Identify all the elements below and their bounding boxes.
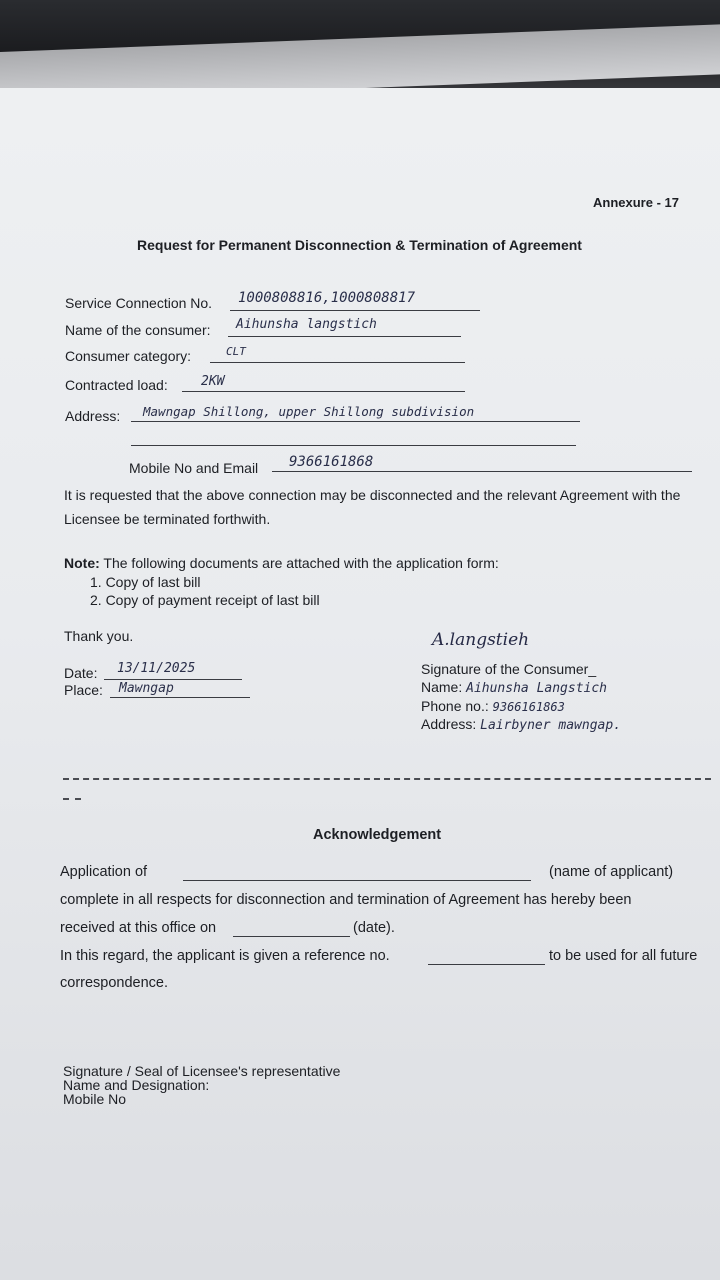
ack-received: received at this office on	[60, 920, 217, 936]
ack-date-suffix: (date).	[353, 920, 395, 936]
ack-future: to be used for all future	[549, 948, 698, 964]
address-line-1	[131, 421, 580, 422]
consumer-name-value: Aihunsha langstich	[236, 317, 377, 332]
address-label: Address:	[65, 408, 121, 424]
mobile-email-value: 9366161868	[289, 454, 374, 470]
licensee-signature-label: Signature / Seal of Licensee's representative	[63, 1063, 341, 1079]
address-line-2	[131, 445, 576, 446]
service-connection-value: 1000808816,1000808817	[238, 290, 416, 306]
date-value: 13/11/2025	[117, 661, 196, 676]
consumer-phone-label: Phone no.:	[421, 698, 489, 714]
consumer-phone-value: 9366161863	[492, 700, 565, 714]
note-item-2: 2. Copy of payment receipt of last bill	[90, 592, 320, 608]
note-item-1: 1. Copy of last bill	[90, 574, 201, 590]
consumer-name-row	[421, 679, 607, 696]
thank-you: Thank you.	[64, 628, 134, 644]
date-label: Date:	[64, 665, 98, 681]
ack-applicant-line	[183, 880, 531, 881]
place-value: Mawngap	[119, 681, 174, 696]
consumer-category-value: CLT	[226, 345, 246, 358]
mobile-email-label: Mobile No and Email	[129, 460, 259, 476]
ack-correspondence: correspondence.	[60, 975, 169, 991]
ack-date-line	[233, 936, 350, 937]
document-title: Request for Permanent Disconnection & Termination of Agreement	[137, 237, 582, 253]
document-page	[0, 88, 720, 1280]
note-block	[64, 555, 499, 571]
service-connection-label: Service Connection No.	[65, 295, 213, 311]
place-label: Place:	[64, 682, 103, 698]
consumer-address-label: Address:	[421, 716, 477, 732]
ack-application-of: Application of	[60, 864, 148, 880]
consumer-name-row-value: Aihunsha Langstich	[466, 681, 608, 696]
date-line	[104, 679, 242, 680]
signature-of-consumer-label: Signature of the Consumer_	[421, 661, 597, 677]
licensee-mobile: Mobile No	[63, 1091, 127, 1107]
consumer-category-line	[210, 362, 465, 363]
ack-regard: In this regard, the applicant is given a reference no.	[60, 948, 390, 964]
consumer-signature: A.langstieh	[432, 630, 530, 650]
consumer-name-label: Name of the consumer:	[65, 322, 211, 338]
contracted-load-line	[182, 391, 465, 392]
note-text: The following documents are attached with the application form:	[103, 555, 499, 571]
ack-name-of-applicant: (name of applicant)	[549, 864, 674, 880]
consumer-name-line	[228, 336, 461, 337]
consumer-category-label: Consumer category:	[65, 348, 192, 364]
ack-line-2: complete in all respects for disconnection and termination of Agreement has hereby been	[60, 892, 632, 908]
ack-reference-line	[428, 964, 545, 965]
cut-separator	[63, 778, 711, 780]
acknowledgement-title: Acknowledgement	[313, 827, 442, 843]
consumer-address-value: Lairbyner mawngap.	[480, 718, 622, 733]
consumer-name-row-label: Name:	[421, 679, 463, 695]
request-paragraph: It is requested that the above connection may be disconnected and the relevant Agreement with the Licensee be terminated forthwith.	[64, 487, 681, 527]
service-connection-line	[230, 310, 480, 311]
annexure-label: Annexure - 17	[593, 195, 679, 210]
contracted-load-value: 2KW	[201, 374, 225, 389]
consumer-address-row	[421, 716, 621, 733]
address-value: Mawngap Shillong, upper Shillong subdivision	[143, 404, 475, 419]
consumer-phone-row	[421, 698, 565, 714]
contracted-load-label: Contracted load:	[65, 377, 168, 393]
place-line	[110, 697, 250, 698]
mobile-email-line	[272, 471, 692, 472]
licensee-name-designation: Name and Designation:	[63, 1077, 210, 1093]
cut-separator-stub	[63, 798, 81, 800]
note-label: Note:	[64, 555, 100, 571]
